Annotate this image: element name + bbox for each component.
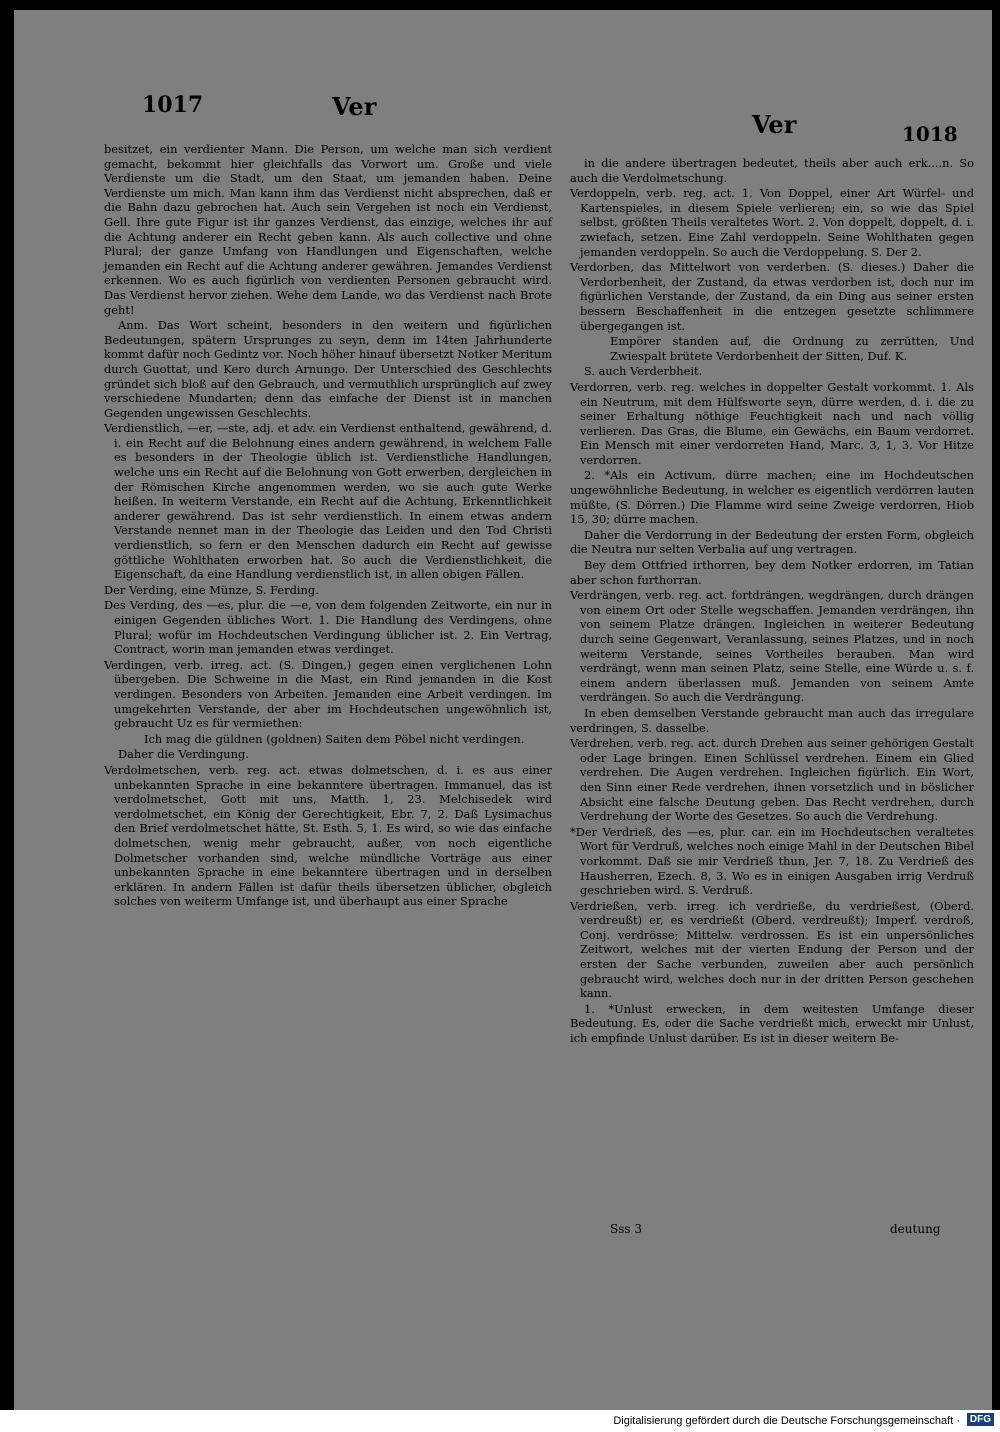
dictionary-entry: Verdolmetschen, verb. reg. act. etwas dolmetschen, d. i. es aus einer unbekannten Sprache in eine bekanntere übertragen. Immanuel, das ist verdolmetschet, Gott mit uns, Matth. 1, 23. Melchisedek wird verdolmetschet, ein König der Gerechtigkeit, Ebr. 7, 2. Daß Lysimachus den Brief verdolmetschet hätte, St. Esth. 5, 1. Es wird, so wie das einfache dolmetschen, wenig mehr gebraucht, außer, von noch eigentliche Dolmetscher vorhanden sind, welche mündliche Vorträge aus einer unbekannten Sprache in eine bekanntere übertragen und in derselben erklären. In andern Fällen ist dafür theils übersetzen üblicher, obgleich solches von weiterm Umfange ist, und überhaupt aus einer Sprache [104, 762, 552, 909]
verse-quote: Empörer standen auf, die Ordnung zu zerrütten, Und Zwiespalt brütete Verdorbenheit der Sitten, Duf. K. [610, 334, 974, 363]
dictionary-entry: Verdrehen, verb. reg. act. durch Drehen aus seiner gehörigen Gestalt oder Lage bringen. Einen Schlüssel verdrehen. Einem ein Glied verdrehen. Die Augen verdrehen. Ingleichen figürlich. Ein Wort, den Sinn einer Rede verdrehen, ihnen vorsetzlich und in böslicher Absicht eine falsche Deutung geben. Das Recht verdrehen, durch Verdrehung der Worte des Gesetzes. So auch die Verdrehung. [570, 736, 974, 824]
paragraph: In eben demselben Verstande gebraucht man auch das irregulare verdringen, S. dasselbe. [570, 705, 974, 735]
dictionary-entry: Verdoppeln, verb. reg. act. 1. Von Doppel, einer Art Würfel- und Kartenspieles, in diesem Spiele verlieren; ein, so wie das Spiel selbst, größten Theils veraltetes Wort. 2. Von doppelt, doppelt, d. i. zwiefach, setzen. Eine Zahl verdoppeln. Seine Wohlthaten gegen jemanden verdoppeln. So auch die Verdoppelung. S. Der 2. [570, 186, 974, 259]
left-column [104, 142, 552, 910]
dictionary-entry: Verdingen, verb. irreg. act. (S. Dingen,) gegen einen verglichenen Lohn übergeben. Die Schweine in die Mast, ein Rind jemanden in die Kost verdingen. Besonders von Arbeiten. Jemanden eine Arbeit verdingen. Im umgekehrten Verstande, der aber im Hochdeutschen ungewöhnlich ist, gebraucht Uz es für vermiethen: [104, 657, 552, 731]
dictionary-entry: Verdorben, das Mittelwort von verderben. (S. dieses.) Daher die Verdorbenheit, der Zustand, da etwas verdorben ist, doch nur im figürlichen Verstande, der Zustand, da ein Ding aus seiner ersten bessern Beschaffenheit in die entzegen gesetzte schlimmere übergegangen ist. [570, 260, 974, 333]
paragraph: 2. *Als ein Activum, dürre machen; eine im Hochdeutschen ungewöhnliche Bedeutung, in welcher es eigentlich verdörren lauten müßte, (S. Dörren.) Die Flamme wird seine Zweige verdorren, Hiob 15, 30; dürre machen. [570, 468, 974, 527]
funding-notice: Digitalisierung gefördert durch die Deutsche Forschungsgemeinschaft · [613, 1415, 960, 1427]
paragraph: Bey dem Ottfried irthorren, bey dem Notker erdorren, im Tatian aber schon furthorran. [570, 558, 974, 587]
verse-quote: Ich mag die güldnen (goldnen) Saiten dem Pöbel nicht verdingen. [144, 731, 525, 746]
running-head-left: Ver [332, 92, 377, 121]
dictionary-entry: Des Verding, des —es, plur. die —e, von dem folgenden Zeitworte, ein nur in einigen Gegenden übliches Wort. 1. Die Handlung des Verdingens, ohne Plural; wofür im Hochdeutschen Verdingung üblicher ist. 2. Ein Vertrag, Contract, worin man jemanden etwas verdinget. [104, 598, 552, 657]
running-head-right: Ver [752, 110, 797, 139]
dictionary-entry: Verdienstlich, —er, —ste, adj. et adv. ein Verdienst enthaltend, gewährend, d. i. ein Recht auf die Belohnung eines andern gewährend, in welchem Falle es besonders in der Theologie üblich ist. Verdienstliche Handlungen, welche uns ein Recht auf die Belohnung von Gott erwerben, dergleichen in der Römischen Kirche angenommen werden, wo sie auch gute Werke heißen. In weiterm Verstande, ein Recht auf die Achtung, Erkenntlichkeit anderer gewährend. Das ist sehr verdienstlich. In einem etwas andern Verstande nennet man in der Theologie das Leiden und den Tod Christi verdienstlich, so fern er den Menschen dadurch ein Recht auf gewisse göttliche Wohlthaten erworben hat. So auch die Verdienstlichkeit, die Eigenschaft, da eine Handlung verdienstlich ist, in allen obigen Fällen. [104, 421, 552, 582]
signature-mark: Sss 3 [610, 1222, 642, 1236]
catchword: deutung [890, 1222, 941, 1236]
dfg-logo[interactable]: DFG [967, 1413, 994, 1426]
dictionary-entry: Verdorren, verb. reg. welches in doppelter Gestalt vorkommt. 1. Als ein Neutrum, mit dem Hülfsworte seyn, dürre werden, d. i. die zu seiner Erhaltung nöthige Feuchtigkeit nach und nach völlig verlieren. Das Gras, die Blume, ein Gewächs, ein Baum verdorret. Ein Mensch mit einer verdorreten Hand, Marc. 3, 1, 3. Vor Hitze verdorren. [570, 379, 974, 467]
annotation-paragraph: Anm. Das Wort scheint, besonders in den weitern und figürlichen Bedeutungen, spätern Ursprunges zu seyn, denn im 14ten Jahrhunderte kommt dafür noch Gedintz vor. Noch höher hinauf übersetzt Notker Meritum durch Guottat, und Kero durch Arnungo. Der Unterschied des Geschlechts gründet sich bloß auf den Gebrauch, und vermuthlich ursprünglich auf zwey verschiedene Mundarten; denn das einfache der Dienst ist in manchen Gegenden ungewissen Geschlechts. [104, 318, 552, 420]
paragraph: S. auch Verderbheit. [584, 364, 703, 379]
page-number-right: 1018 [902, 122, 958, 146]
dictionary-entry: *Der Verdrieß, des —es, plur. car. ein im Hochdeutschen veraltetes Wort für Verdruß, welches noch einige Mahl in der Deutschen Bibel vorkommt. Daß sie mir Verdrieß thun, Jer. 7, 18. Zu Verdrieß des Hausherren, Ezech. 8, 3. Wo es in einigen Ausgaben irrig Verdruß geschrieben wird. S. Verdruß. [570, 824, 974, 898]
dictionary-entry: Verdrießen, verb. irreg. ich verdrieße, du verdrießest, (Oberd. verdreußt) er, es verdrießt (Oberd. verdreußt); Imperf. verdroß, Conj. verdrösse; Mittelw. verdrossen. Es ist ein unpersönliches Zeitwort, welches mit der vierten Endung der Person und der ersten der Sache verbunden, zuweilen aber auch persönlich gebraucht wird, welches doch nur in der dritten Person geschehen kann. [570, 898, 974, 1001]
footer-bar [0, 1410, 1000, 1432]
page-number-left: 1017 [142, 92, 204, 118]
dictionary-entry: Der Verding, eine Münze, S. Ferding. [104, 582, 319, 597]
paragraph: Daher die Verdingung. [118, 747, 249, 762]
paragraph: besitzet, ein verdienter Mann. Die Person, um welche man sich verdient gemacht, bekommt hier gleichfalls das Vorwort um. Große und viele Verdienste um die Stadt, um den Staat, um jemanden haben. Deine Verdienste um mich. Man kann ihm das Verdienst nicht absprechen, daß er die Bahn dazu gebrochen hat. Auch sein Vergehen ist noch ein Verdienst, Gell. Ihre gute Figur ist ihr ganzes Verdienst, das einzige, welches ihr auf die Achtung anderer ein Recht geben kann. Als auch collective und ohne Plural; der ganze Umfang von Handlungen und Eigenschaften, welche jemanden ein Recht auf die Achtung anderer gewähren. Jemandes Verdienst erkennen. Wo es auch figürlich von verdienten Personen gebraucht wird. Das Verdienst hervor ziehen. Wehe dem Lande, wo das Verdienst nach Brote geht! [104, 142, 552, 317]
dictionary-entry: Verdrängen, verb. reg. act. fortdrängen, wegdrängen, durch drängen von einem Ort oder Stelle wegschaffen. Jemanden verdrängen, ihn von seinem Platze drängen. Ingleichen in weiterer Bedeutung durch seine Gegenwart, Veranlassung, seines Platzes, und in noch weiterm Verstande, seines Vortheiles berauben. Man wird verdrängt, wenn man seinen Platz, seine Stelle, eine Würde u. s. f. einem andern überlassen muß. Jemanden von seinem Amte verdrängen. So auch die Verdrängung. [570, 588, 974, 705]
paragraph: 1. *Unlust erwecken, in dem weitesten Umfange dieser Bedeutung. Es, oder die Sache verdrießt mich, erweckt mir Unlust, ich empfinde Unlust darüber. Es ist in dieser weitern Be- [570, 1001, 974, 1046]
paragraph: in die andere übertragen bedeutet, theils aber auch erk....n. So auch die Verdolmetschung. [570, 156, 974, 185]
right-column [570, 156, 974, 1047]
paragraph: Daher die Verdorrung in der Bedeutung der ersten Form, obgleich die Neutra nur selten Verbalia auf ung vertragen. [570, 527, 974, 557]
